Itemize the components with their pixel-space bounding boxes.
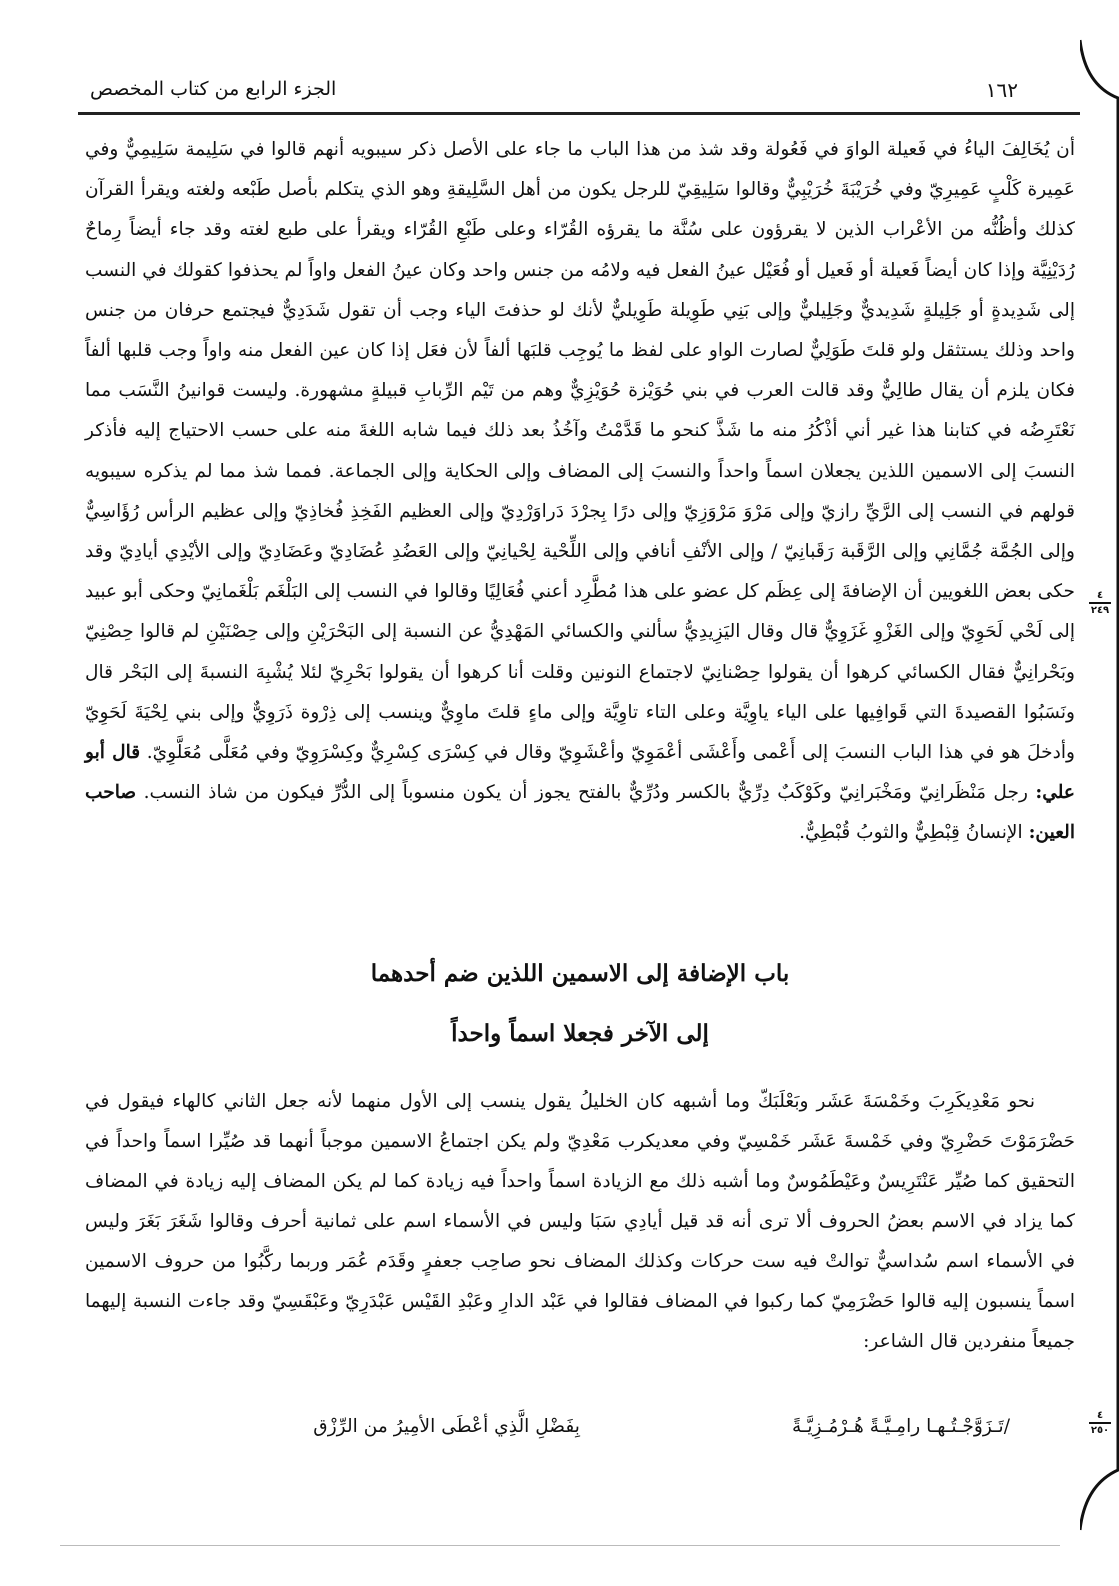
source-label-sahib-al-ayn: صاحب العين: xyxy=(85,782,1075,844)
page-header xyxy=(78,70,1078,110)
main-paragraph xyxy=(85,130,1075,854)
paragraph-1 xyxy=(85,130,1075,854)
page-frame-ornament xyxy=(1080,0,1119,1586)
section-paragraph-text: نحو مَعْدِيكَرِبَ وخَمْسَةَ عَشَر وبَعْلَبَكّ وما أشبهه كان الخليلُ يقول ينسب إلى الأول منهما لأنه جعل الثاني كالهاء فيقول في حَضْرَمَوْتَ حَضْرِيّ وفي خَمْسةَ عَشَر خَمْسِيّ وفي معديكرب مَعْدِيّ ولم يكن اجتماعُ الاسمين موجباً أنهما قد صُيِّرا اسماً واحداً في التحقيق كما صُيِّر عَنْتَرِيسٌ وعَيْطَمُوسٌ وما أشبه ذلك مع الزيادة اسماً واحداً فيه زيادة كما لم يكن المضاف إليه زيادة في المضاف كما يزاد في الاسم بعضُ الحروف ألا ترى أنه قد قيل أيادِي سَبَا وليس في الأسماء اسم على ثمانية أحرف وقالوا شَغَرَ بَغَرَ وليس في الأسماء اسم سُداسيٌّ توالتْ فيه ست حركات وكذلك المضاف نحو صاحِب جعفرٍ وقَدَم عُمَر وربما ركَّبُوا من حروف الاسمين اسماً ينسبون إليه قالوا حَضْرَمِيّ كما ركبوا في المضاف فقالوا في عَبْد الدارِ وعَبْدِ القَيْس عَبْدَرِيّ وعَبْقَسِيّ وقد جاءت النسبة إليهما جميعاً منفردين قال الشاعر: xyxy=(85,1091,1075,1352)
paragraph-1-text-b: رجل مَنْظَرانِيّ ومَخْبَرانِيّ وكَوْكَبٌ دِرِّيٌّ بالكسر ودُرِّيٌّ بالفتح يجوز أن يكون منسوباً إلى الدُّرِّ فيكون من شاذ النسب. xyxy=(143,782,1028,804)
header-rule xyxy=(78,112,1080,115)
verse-second-hemistich: بِفَضْلِ الَّذِي أعْطَى الأمِيرُ من الرِّزْق xyxy=(313,1416,580,1437)
section-heading-line-1: باب الإضافة إلى الاسمين اللذين ضم أحدهما xyxy=(370,960,790,987)
paragraph-1-text-a: أن يُخَالِفَ الياءُ في فَعيلة الواوَ في فَعُولة وقد شذ من هذا الباب ما جاء على الأصل ذكر سيبويه أنهم قالوا في سَلِيمة سَلِيمِيٌّ وفي عَمِيرة كَلْبٍ عَمِيرِيّ وفي خُرَيْبَةَ خُرَيْبِيٌّ وقالوا سَلِيقِيّ للرجل يكون من أهل السَّلِيقةِ وهو الذي يتكلم بأصل طَبْعه ولغته ويقرأ القرآن كذلك وأظُنُّه من الأعْراب الذين لا يقرؤون على سُنَّة ما يقرؤه القُرّاء وعلى طَبْعِ القُرّاء ويقرأ على طبع لغته وقد جاء أيضاً رِماحٌ رُدَيْنِيَّة وإذا كان أيضاً فَعيلة أو فَعيل أو فُعَيْل عينُ الفعل فيه ولامُه من جنس واحد وكان عينُ الفعل واواً لم يحذفوا كقولك في النسب إلى شَدِيدةٍ أو جَلِيلةٍ شَدِيديٌّ وجَلِيليٌّ وإلى بَنِي طَوِيلة طَوِيليٌّ لأنك لو حذفتَ الياء وجب أن تقول شَدَدِيٌّ فيجتمع حرفان من جنس واحد وذلك يستثقل ولو قلتَ طَوَلِيٌّ لصارت الواو على لفظ ما يُوجِب قلبَها ألفاً لأن فعَل إذا كان عين الفعل منه واواً وجب قلبها ألفاً فكان يلزم أن يقال طالِيٌّ وقد قالت العرب في بني حُوَيْزة حُوَيْزِيٌّ وهم من تَيْم الرِّبابِ قبيلةٍ مشهورة. وليست قوانينُ النَّسَب مما نَعْتَرِضُه في كتابنا هذا غير أني أذْكُرُ منه ما شَذَّ كنحو ما قَدَّمْتُ وآخُذُ بعد ذلك فيما شابه اللغةَ منه على حسب الاحتياج إليه فأذكر النسبَ إلى الاسمين اللذين يجعلان اسماً واحداً والنسبَ إلى المضاف وإلى الحكاية وإلى الجماعة. فمما شذ مما لم يذكره سيبويه قولهم في النسب إلى الرَّيِّ رازيّ وإلى مَرْوَ مَرْوَزِيّ وإلى درًا بِجرْدَ دَراوَرْدِيّ وإلى العظيم الفَخِذِ فُخاذِيّ وإلى عظيم الرأس رُؤَاسِيٌّ وإلى الجُمَّة جُمَّانِي وإلى الرَّقَبة رَقَبانِيّ / وإلى الأنْفِ أنافي وإلى اللِّحْية لِحْيانِيّ وإلى العَضُدِ عُضَادِيّ وعَضَادِيّ وإلى الأيْدِي أيادِيّ وقد حكى بعض اللغويين أن الإضافةَ إلى عِظَم كل عضو على هذا مُطَّرِد أعني فُعَالِيًا وقالوا في النسب إلى البَلْغَم بَلْغَمانِيّ وحكى أبو عبيد إلى لَحْي لَحَوِيّ وإلى الغَزْوِ غَزَوِيٌّ قال وقال اليَزِيدِيُّ سألني والكسائي المَهْدِيُّ عن النسبة إلى البَحْرَيْنِ وإلى حِصْنَيْنِ لم قالوا حِصْنِيّ وبَحْرانِيٌّ فقال الكسائي كرهوا أن يقولوا حِصْنانِيّ لاجتماع النونين وقلت أنا كرهوا أن يقولوا بَحْرِيّ لئلا يُشْبِهَ النسبةَ إلى البَحْر قال ونَسَبُوا القصيدةَ التي قَوافِيها على الياء ياوِيَّة وعلى التاء تاوِيَّة وإلى ماءٍ قلتَ ماوِيٌّ وينسب إلى ذِرْوة ذَرَوِيٌّ وإلى بني لِحْيَةَ لَحَوِيّ وأدخلَ هو في هذا الباب النسبَ إلى أَعْمى وأَعْشَى أعْمَوِيّ وأعْشَوِيّ وقال في كِسْرَى كِسْرِيٌّ وكِسْرَوِيّ وفي مُعَلَّى مُعَلَّوِيّ. xyxy=(85,139,1076,764)
marker-divider xyxy=(1089,1422,1111,1424)
running-title: الجزء الرابع من كتاب المخصص xyxy=(90,78,337,100)
page-number: ١٦٢ xyxy=(985,78,1018,102)
marker-page: ٢٥٠ xyxy=(1090,1425,1110,1436)
marker-page: ٢٤٩ xyxy=(1090,605,1110,616)
section-heading-line-2: إلى الآخر فجعلا اسماً واحداً xyxy=(451,1020,709,1047)
marker-volume: ٤ xyxy=(1096,1410,1104,1421)
margin-marker-250 xyxy=(1087,1410,1113,1436)
scan-edge-line xyxy=(60,1545,1060,1546)
verse-first-hemistich: /تَـزَوَّجْـتُـهـا رامِـيَّـةً هُـرْمُـزِيَّـةً xyxy=(792,1416,1010,1437)
margin-marker-249 xyxy=(1087,590,1113,616)
marker-divider xyxy=(1089,602,1111,604)
section-paragraph xyxy=(85,1082,1075,1362)
paragraph-1-text-c: الإنسانُ قِبْطِيٌّ والثوبُ قُبْطِيٌّ. xyxy=(799,822,1023,844)
marker-volume: ٤ xyxy=(1096,590,1104,601)
source-label-abu-ali: قال أبو علي: xyxy=(85,742,1075,804)
